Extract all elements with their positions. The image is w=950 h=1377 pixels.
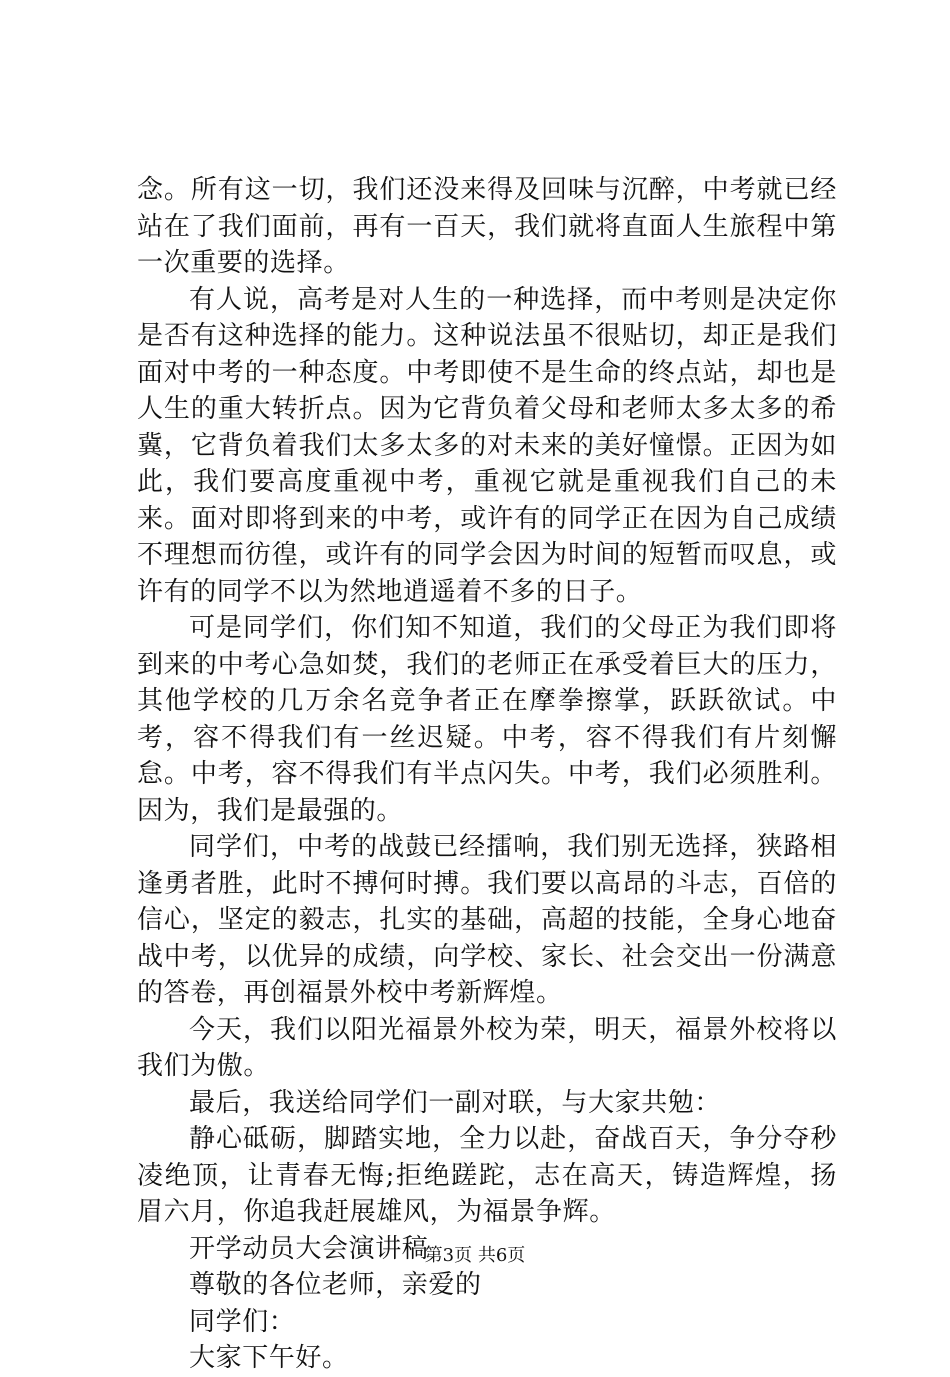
paragraph-gaokao-zhongkao: 有人说，高考是对人生的一种选择，而中考则是决定你是否有这种选择的能力。这种说法虽不很贴切，却正是我们面对中考的一种态度。中考即使不是生命的终点站，却也是人生的重大转折点。因为它背负着父母和老师太多太多的希冀，它背负着我们太多太多的对未来的美好憧憬。正因为如此，我们要高度重视中考，重视它就是重视我们自己的未来。面对即将到来的中考，或许有的同学正在因为自己成绩不理想而彷徨，或许有的同学会因为时间的短暂而叹息，或许有的同学不以为然地逍遥着不多的日子。 [137, 284, 837, 607]
paragraph-couplet: 静心砥砺，脚踏实地，全力以赴，奋战百天，争分夺秒凌绝顶，让青春无悔;拒绝蹉跎，志在高天，铸造辉煌，扬眉六月，你追我赶展雄风，为福景争辉。 [137, 1124, 837, 1227]
speech-title: 开学动员大会演讲稿 [189, 1233, 429, 1264]
paragraph-war-drums: 同学们，中考的战鼓已经擂响，我们别无选择，狭路相逢勇者胜，此时不搏何时搏。我们要以高昂的斗志，百倍的信心，坚定的毅志，扎实的基础，高超的技能，全身心地奋战中考，以优异的成绩，向学校、家长、社会交出一份满意的答卷，再创福景外校中考新辉煌。 [137, 832, 837, 1008]
paragraph-continuation: 念。所有这一切，我们还没来得及回味与沉醉，中考就已经站在了我们面前，再有一百天，我们就将直面人生旅程中第一次重要的选择。 [137, 175, 837, 278]
paragraph-parents-teachers: 可是同学们，你们知不知道，我们的父母正为我们即将到来的中考心急如焚，我们的老师正在承受着巨大的压力，其他学校的几万余名竞争者正在摩拳擦掌，跃跃欲试。中考，容不得我们有一丝迟疑。中考，容不得我们有片刻懈怠。中考，容不得我们有半点闪失。中考，我们必须胜利。因为，我们是最强的。 [137, 613, 837, 826]
salutation-line-2: 同学们： [189, 1306, 296, 1337]
document-body [137, 172, 837, 1377]
greeting-line: 大家下午好。 [189, 1343, 349, 1373]
salutation-line-1: 尊敬的各位老师，亲爱的 [189, 1270, 482, 1300]
page-number-footer: 第3页 共6页 [424, 1245, 526, 1266]
paragraph-today-tomorrow: 今天，我们以阳光福景外校为荣，明天，福景外校将以我们为傲。 [137, 1014, 837, 1081]
paragraph-couplet-intro: 最后，我送给同学们一副对联，与大家共勉： [189, 1087, 722, 1118]
